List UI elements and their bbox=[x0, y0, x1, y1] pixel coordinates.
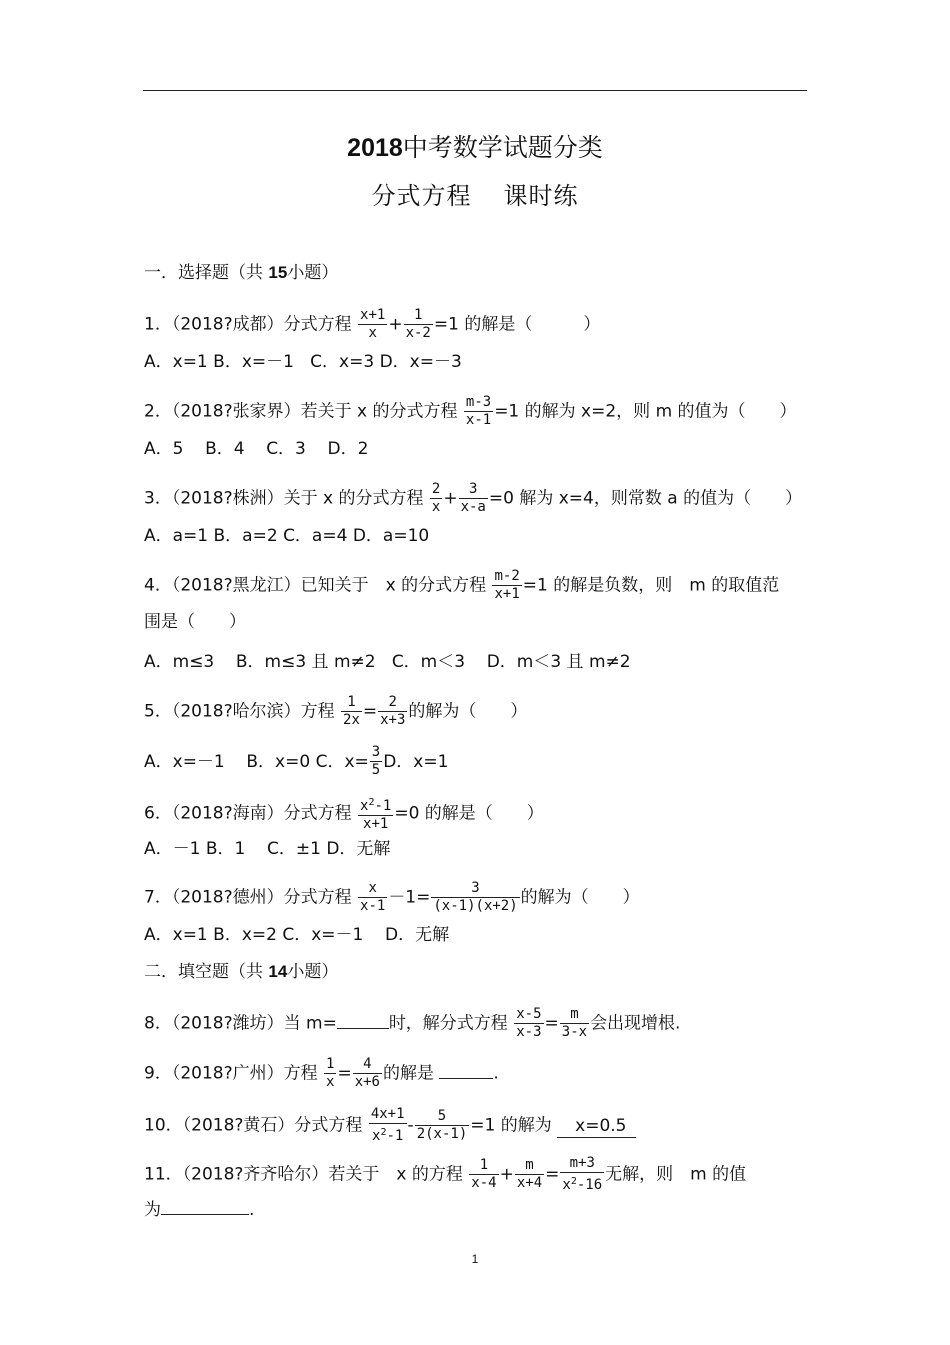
option-b: B．4 bbox=[205, 439, 245, 459]
question-1: 1．（2018?成都）分式方程 $\frac{x+1}{x}$ + $\frac{1}{x-2}$ =1 的解是（ ） bbox=[144, 307, 601, 341]
question-4-options bbox=[144, 651, 631, 673]
option-c: C．±1 bbox=[266, 839, 321, 859]
question-11-continued: 为 . bbox=[144, 1200, 255, 1220]
fraction: $\frac{5}{2(x-1)}$ bbox=[416, 1108, 468, 1142]
title-year: 2018 bbox=[347, 134, 403, 162]
header-rule bbox=[143, 90, 807, 91]
option-d: D．无解 bbox=[384, 925, 450, 945]
page-subtitle bbox=[0, 176, 950, 211]
fraction: $\frac{m}{x+4}$ bbox=[516, 1157, 543, 1191]
fraction: $\frac{x}{x-1}$ bbox=[360, 880, 386, 914]
fraction: $\frac{3}{x-a}$ bbox=[460, 481, 486, 515]
question-5-options bbox=[144, 744, 448, 779]
option-d: D．a=10 bbox=[352, 526, 430, 546]
question-8: 8．（2018?潍坊）当 m= 时，解分式方程 $\frac{x-5}{x-3}$ = $\frac{m}{3-x}$ 会出现增根. bbox=[144, 1006, 681, 1040]
fraction: $\frac{3}{5}$ bbox=[371, 744, 381, 778]
question-2: 2．（2018?张家界）若关于 x 的分式方程 $\frac{m-3}{x-1}$ =1 的解为 x=2，则 m 的值为（ ） bbox=[144, 394, 797, 428]
option-c: C．x= bbox=[315, 751, 369, 772]
question-6-options bbox=[144, 838, 390, 860]
fraction: $\frac{2}{x}$ bbox=[431, 481, 441, 515]
option-c: C．x=3 bbox=[310, 352, 375, 372]
question-4-continued: 围是（ ） bbox=[144, 612, 246, 632]
fraction: $\frac{x-5}{x-3}$ bbox=[516, 1006, 542, 1040]
fraction: $\frac{4x+1}{x^2-1}$ bbox=[370, 1106, 405, 1144]
question-1-options bbox=[144, 351, 462, 373]
option-a: A．－1 bbox=[144, 839, 201, 859]
fraction: $\frac{3}{(x-1)(x+2)}$ bbox=[433, 880, 518, 914]
option-d: D．x=－3 bbox=[379, 352, 462, 372]
option-b: B．a=2 bbox=[213, 526, 278, 546]
option-b: B．x=0 bbox=[246, 751, 311, 772]
page-number: 1 bbox=[471, 1252, 479, 1266]
answer-blank[interactable] bbox=[161, 1198, 249, 1215]
option-a: A．m≤3 bbox=[144, 652, 215, 672]
answer-field[interactable]: x=0.5 bbox=[557, 1115, 636, 1138]
answer-blank[interactable] bbox=[439, 1062, 493, 1079]
option-d: D．x=1 bbox=[383, 751, 449, 772]
option-d: D．m＜3 且 m≠2 bbox=[486, 652, 631, 672]
option-b: B．m≤3 且 m≠2 bbox=[235, 652, 376, 672]
subtitle-topic: 分式方程 bbox=[371, 182, 472, 210]
option-a: A．x=1 bbox=[144, 352, 208, 372]
fraction: $\frac{1}{x}$ bbox=[326, 1056, 335, 1090]
option-a: A．x=1 bbox=[144, 925, 208, 945]
question-7: 7．（2018?德州）分式方程 $\frac{x}{x-1}$ －1= $\frac{3}{(x-1)(x+2)}$ 的解为（ ） bbox=[144, 880, 640, 914]
section-heading-fill: 二．填空题（共 14小题） bbox=[144, 962, 339, 982]
subtitle-type: 课时练 bbox=[503, 182, 579, 210]
title-text: 中考数学试题分类 bbox=[402, 133, 603, 162]
question-7-options bbox=[144, 924, 449, 946]
fraction: $\frac{2}{x+3}$ bbox=[380, 694, 406, 728]
fraction: $\frac{x^2-1}{x+1}$ bbox=[358, 794, 393, 833]
fraction: $\frac{1}{2x}$ bbox=[343, 694, 360, 728]
fraction: $\frac{m-2}{x+1}$ bbox=[494, 568, 520, 602]
option-a: A．5 bbox=[144, 439, 184, 459]
question-3-options bbox=[144, 525, 429, 547]
option-b: B．1 bbox=[205, 839, 246, 859]
option-a: A．x=－1 bbox=[144, 751, 225, 772]
fraction: $\frac{1}{x-2}$ bbox=[405, 307, 431, 341]
fraction: $\frac{m+3}{x^2-16}$ bbox=[562, 1155, 603, 1193]
section-heading-choice: 一．选择题（共 15小题） bbox=[144, 263, 339, 283]
option-b: B．x=－1 bbox=[213, 352, 294, 372]
question-4: 4．（2018?黑龙江）已知关于 x 的分式方程 $\frac{m-2}{x+1}$ =1 的解是负数，则 m 的取值范 bbox=[144, 568, 780, 602]
question-2-options bbox=[144, 438, 368, 460]
option-b: B．x=2 bbox=[213, 925, 277, 945]
fraction: $\frac{x+1}{x}$ bbox=[360, 307, 386, 341]
option-c: C．a=4 bbox=[283, 526, 348, 546]
fraction: $\frac{4}{x+6}$ bbox=[354, 1056, 380, 1090]
option-d: D．无解 bbox=[326, 839, 391, 859]
question-6: 6．（2018?海南）分式方程 $\frac{x^2-1}{x+1}$ =0 的解是（ ） bbox=[144, 794, 544, 833]
fraction: $\frac{1}{x-4}$ bbox=[471, 1157, 497, 1191]
question-11: 11．（2018?齐齐哈尔）若关于 x 的方程 $\frac{1}{x-4}$ + $\frac{m}{x+4}$ = $\frac{m+3}{x^2-16}$ 无解，则 m 的值 bbox=[144, 1155, 747, 1193]
option-a: A．a=1 bbox=[144, 526, 209, 546]
option-d: D．2 bbox=[327, 439, 369, 459]
answer-blank[interactable] bbox=[337, 1012, 389, 1029]
option-c: C．m＜3 bbox=[391, 652, 466, 672]
question-10: 10．（2018?黄石）分式方程 $\frac{4x+1}{x^2-1}$ - $\frac{5}{2(x-1)}$ =1 的解为 x=0.5 bbox=[144, 1106, 636, 1145]
option-c: C．x=－1 bbox=[282, 925, 364, 945]
option-c: C．3 bbox=[266, 439, 306, 459]
fraction: $\frac{m}{3-x}$ bbox=[561, 1006, 588, 1040]
page-title bbox=[0, 128, 950, 164]
question-9: 9．（2018?广州）方程 $\frac{1}{x}$ = $\frac{4}{x+6}$ 的解是 . bbox=[144, 1056, 499, 1090]
fraction: $\frac{m-3}{x-1}$ bbox=[465, 394, 492, 428]
question-3: 3．（2018?株洲）关于 x 的分式方程 $\frac{2}{x}$ + $\frac{3}{x-a}$ =0 解为 x=4，则常数 a 的值为（ ） bbox=[144, 481, 803, 515]
question-5: 5．（2018?哈尔滨）方程 $\frac{1}{2x}$ = $\frac{2}{x+3}$ 的解为（ ） bbox=[144, 694, 528, 728]
